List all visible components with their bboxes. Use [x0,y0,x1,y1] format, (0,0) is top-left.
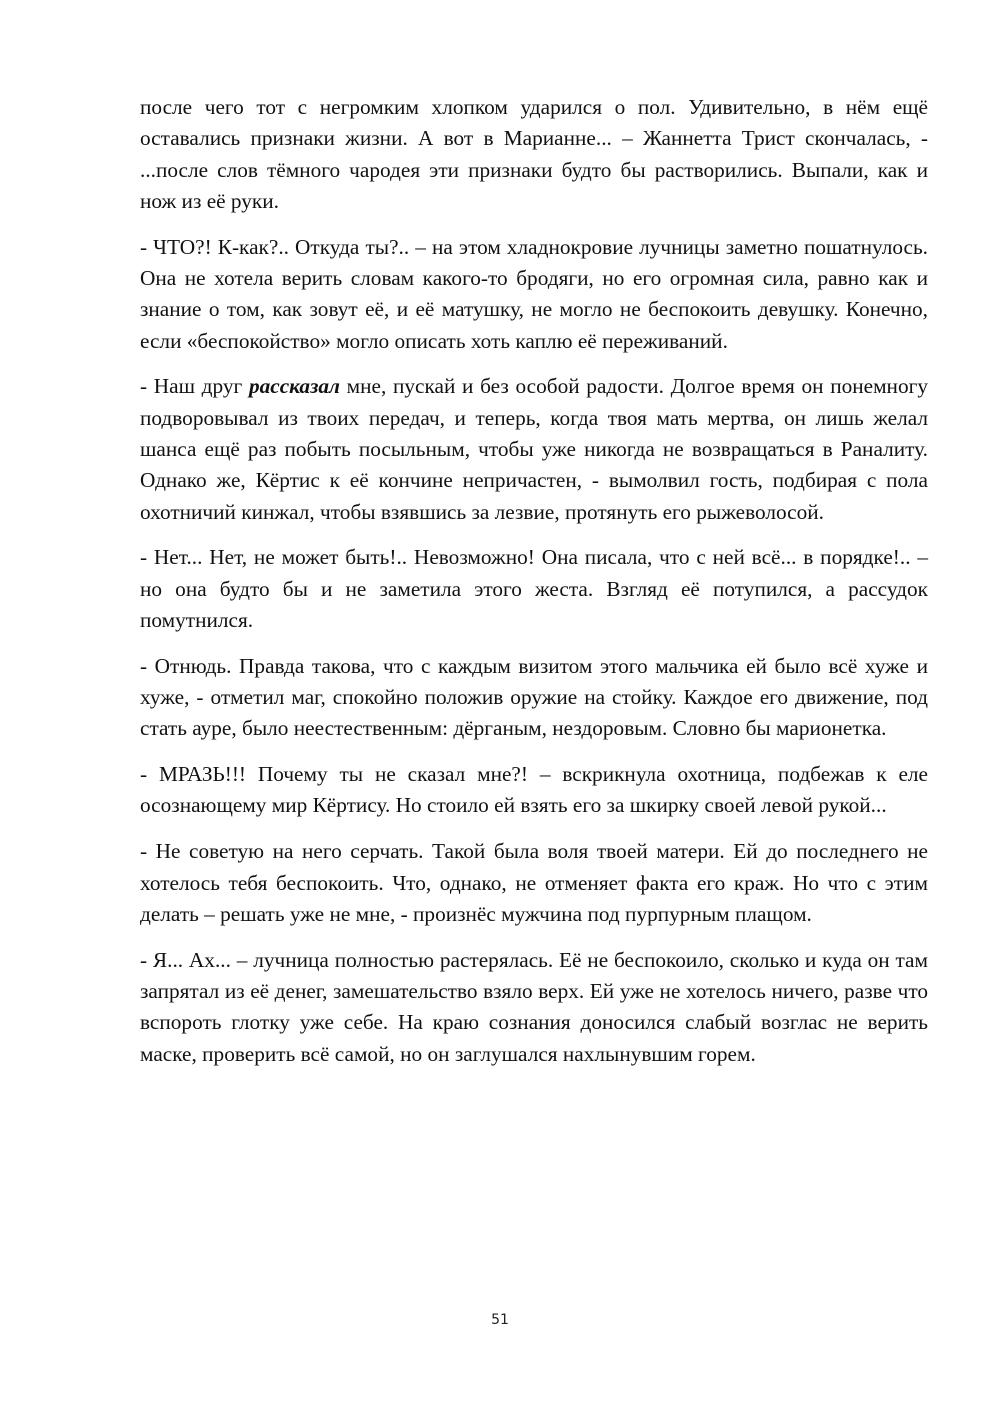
page-number: 51 [491,1312,509,1328]
emphasized-word: рассказал [248,374,340,399]
paragraph: после чего тот с негромким хлопком ударился о пол. Удивительно, в нём ещё оставались признаки жизни. А вот в Марианне... – Жаннетта Трист скончалась, - ...после слов тёмного чародея эти признаки будто бы растворились. Выпали, как и нож из её руки. [140,95,928,213]
paragraph: - Не советую на него серчать. Такой была воля твоей матери. Ей до последнего не хотелось тебя беспокоить. Что, однако, не отменяет факта его краж. Но что с этим делать – решать уже не мне, - произнёс мужчина под пурпурным плащом. [140,839,928,926]
paragraph: - Отнюдь. Правда такова, что с каждым визитом этого мальчика ей было всё хуже и хуже, - отметил маг, спокойно положив оружие на стойку. Каждое его движение, под стать ауре, было неестественным: дёрганым, нездоровым. Словно бы марионетка. [140,653,928,741]
paragraph: - ЧТО?! К-как?.. Откуда ты?.. – на этом хладнокровие лучницы заметно пошатнулось. Она не хотела верить словам какого-то бродяги, но его огромная сила, равно как и знание о том, как зовут её, и её матушку, не могло не беспокоить девушку. Конечно, если «беспокойство» могло описать хоть каплю её переживаний. [140,234,928,353]
paragraph: - Я... Ах... – лучница полностью растерялась. Её не беспокоило, сколько и куда он там запрятал из её денег, замешательство взяло верх. Ей уже не хотелось ничего, разве что вспороть глотку уже себе. На краю сознания доносился слабый возглас не верить маске, проверить всё самой, но он заглушался нахлынувшим горем. [140,947,928,1066]
paragraph [140,371,928,527]
page-body [140,92,928,1084]
paragraph-text: - Наш друг [140,374,249,399]
paragraph-text: мне, пускай и без особой радости. Долгое время он понемногу подворовывал из твоих передач, и теперь, когда твоя мать мертва, он лишь желал шанса ещё раз побыть посыльным, чтобы уже никогда не возвращаться в Раналиту. Однако же, Кёртис к её кончине непричастен, - вымолвил гость, подбирая с пола охотничий кинжал, чтобы взявшись за лезвие, протянуть его рыжеволосой. [140,374,928,524]
paragraph: - МРАЗЬ!!! Почему ты не сказал мне?! – вскрикнула охотница, подбежав к еле осознающему мир Кёртису. Но стоило ей взять его за шкирку своей левой рукой... [140,762,928,818]
paragraph: - Нет... Нет, не может быть!.. Невозможно! Она писала, что с ней всё... в порядке!.. – но она будто бы и не заметила этого жеста. Взгляд её потупился, а рассудок помутнился. [140,545,928,632]
